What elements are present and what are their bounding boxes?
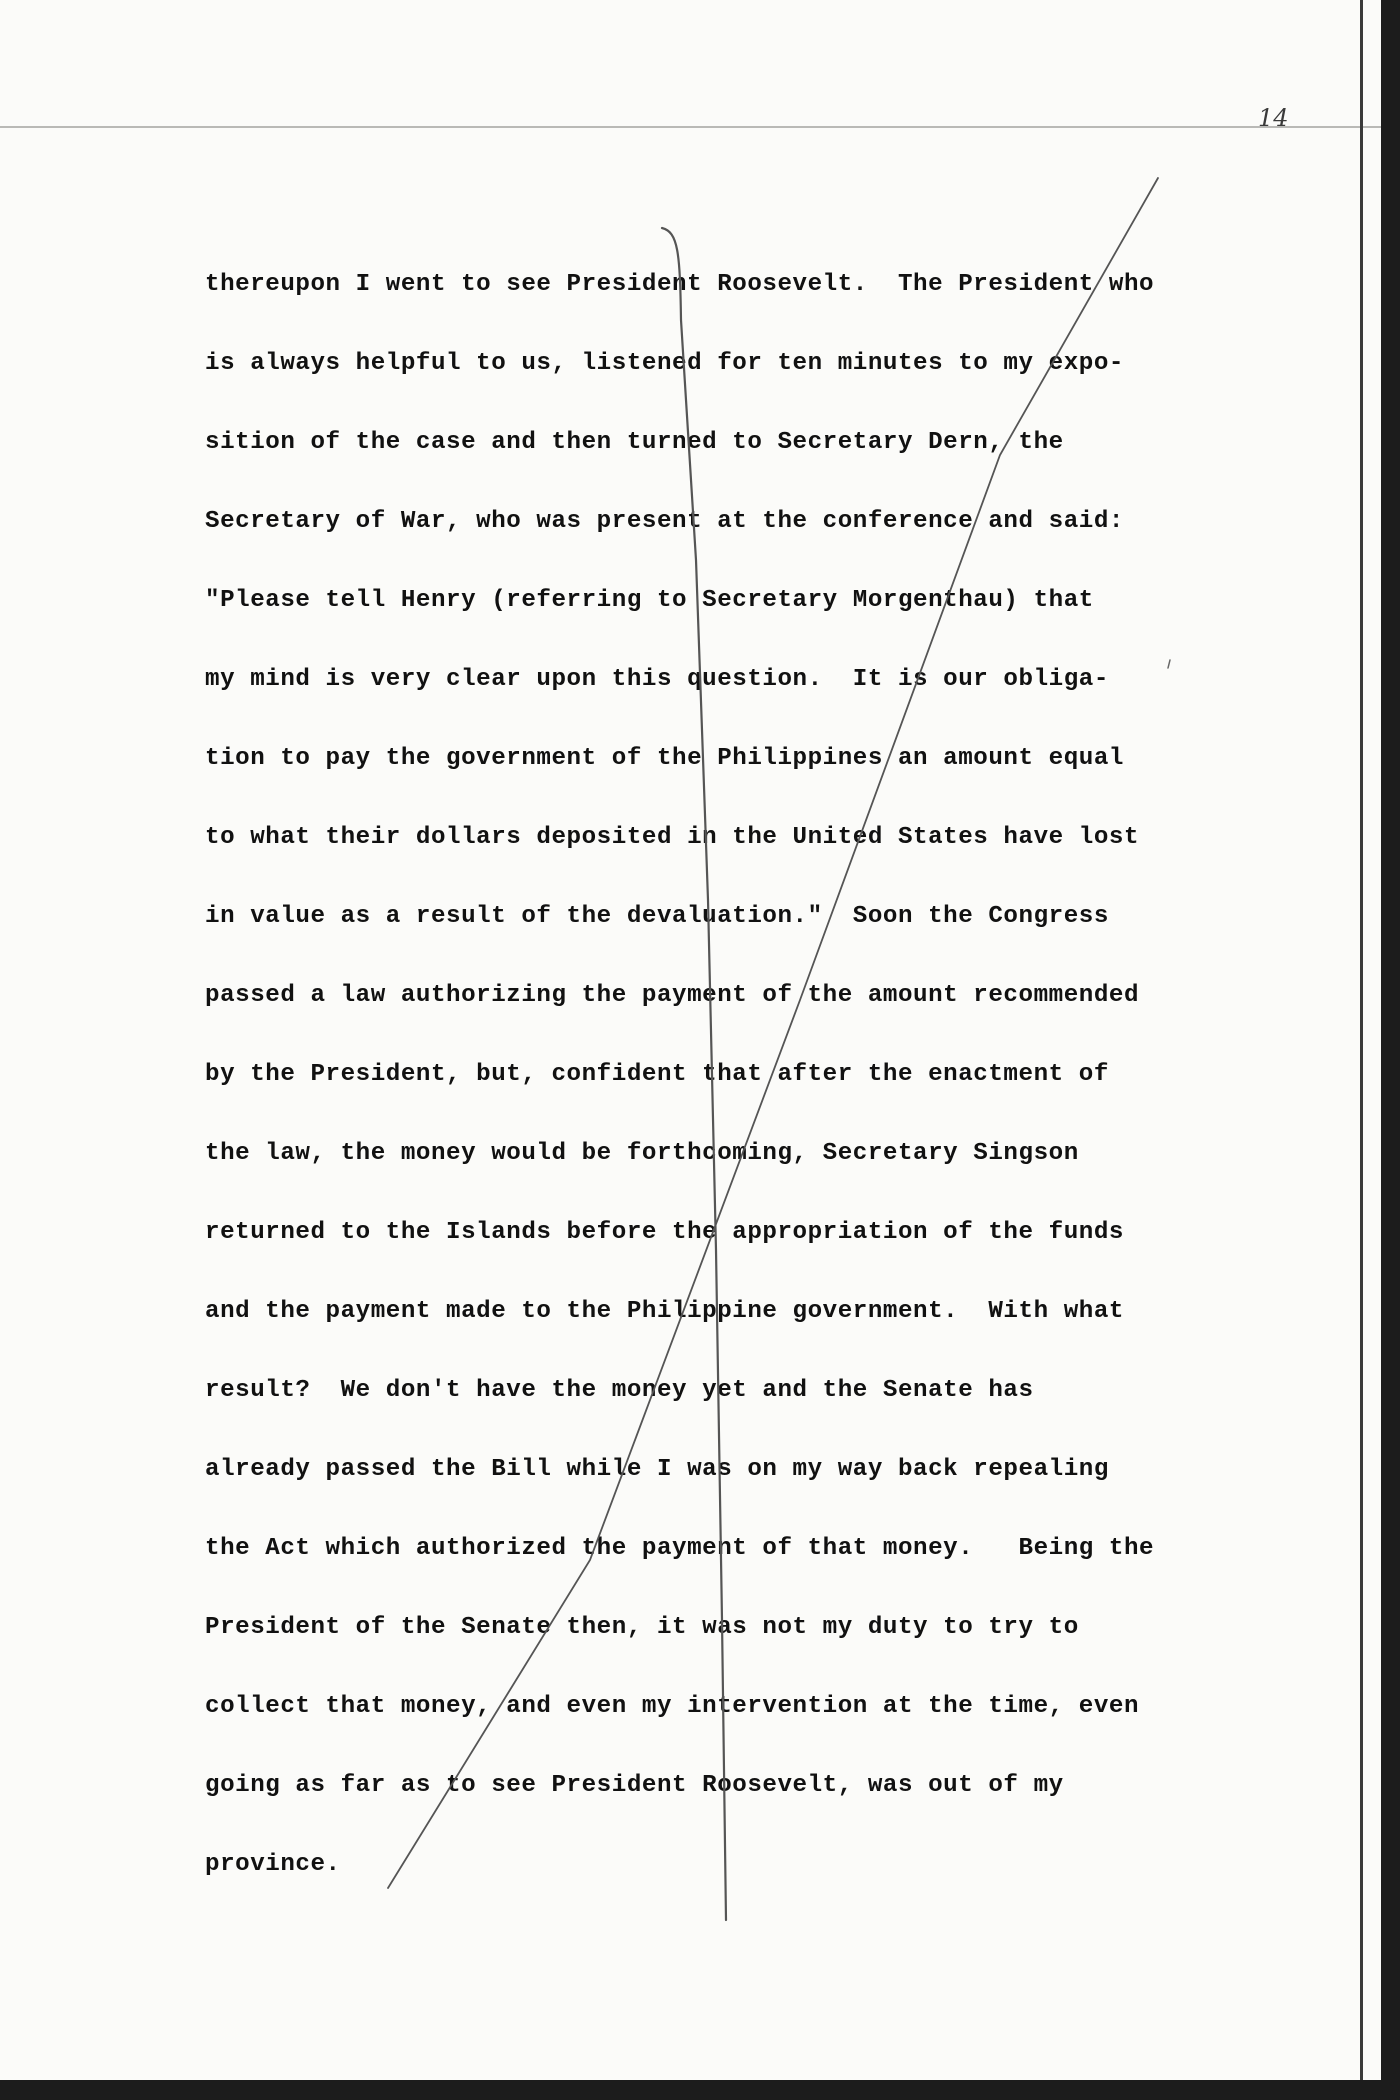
text-line: the Act which authorized the payment of that money. Being the bbox=[205, 1535, 1155, 1562]
text-line: Secretary of War, who was present at the conference and said: bbox=[205, 508, 1124, 535]
page-fold-line bbox=[0, 126, 1381, 128]
text-line: the law, the money would be forthcoming, Secretary Singson bbox=[205, 1140, 1079, 1167]
typewritten-text bbox=[205, 268, 1225, 1927]
page-right-edge bbox=[1360, 0, 1363, 2080]
text-line: my mind is very clear upon this question. It is our obliga- bbox=[205, 666, 1109, 693]
text-line: already passed the Bill while I was on my way back repealing bbox=[205, 1456, 1109, 1483]
text-line: result? We don't have the money yet and the Senate has bbox=[205, 1377, 1034, 1404]
text-line: "Please tell Henry (referring to Secretary Morgenthau) that bbox=[205, 587, 1094, 614]
text-line: returned to the Islands before the appropriation of the funds bbox=[205, 1219, 1124, 1246]
text-line: by the President, but, confident that after the enactment of bbox=[205, 1061, 1109, 1088]
text-line: President of the Senate then, it was not my duty to try to bbox=[205, 1614, 1079, 1641]
text-line: thereupon I went to see President Roosevelt. The President who bbox=[205, 271, 1155, 298]
text-line: passed a law authorizing the payment of the amount recommended bbox=[205, 982, 1140, 1009]
text-line: to what their dollars deposited in the United States have lost bbox=[205, 824, 1140, 851]
text-line: is always helpful to us, listened for ten minutes to my expo- bbox=[205, 350, 1124, 377]
page-number: 14 bbox=[1258, 104, 1289, 132]
text-line: collect that money, and even my intervention at the time, even bbox=[205, 1693, 1140, 1720]
text-line: going as far as to see President Roosevelt, was out of my bbox=[205, 1772, 1064, 1799]
text-line: province. bbox=[205, 1851, 341, 1878]
text-line: in value as a result of the devaluation." Soon the Congress bbox=[205, 903, 1109, 930]
text-line: sition of the case and then turned to Secretary Dern, the bbox=[205, 429, 1064, 456]
text-line: tion to pay the government of the Philippines an amount equal bbox=[205, 745, 1124, 772]
text-line: and the payment made to the Philippine government. With what bbox=[205, 1298, 1124, 1325]
